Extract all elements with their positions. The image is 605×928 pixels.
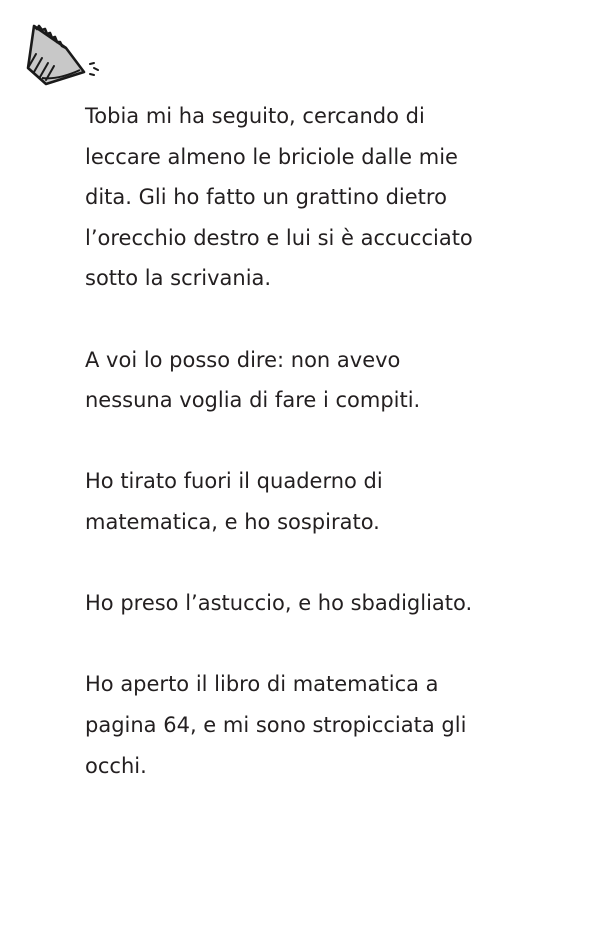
paragraph: Ho preso l’astuccio, e ho sbadigliato.	[85, 591, 473, 616]
paragraph: Ho aperto il libro di matematica a pagina 64, e mi sono stropicciata gli occhi.	[85, 672, 467, 778]
paragraph: A voi lo posso dire: non avevo nessuna voglia di fare i compiti.	[85, 347, 421, 413]
story-text	[85, 96, 555, 786]
paragraph: Ho tirato fuori il quaderno di matematica, e ho sospirato.	[85, 469, 383, 534]
paragraph: Tobia mi ha seguito, cercando di leccare almeno le briciole dalle mie dita. Gli ho fatto un grattino dietro l’orecchio destro e lui si è accucciato sotto la scrivania.	[85, 104, 473, 291]
cupcake-liner-doodle-icon	[22, 20, 104, 86]
